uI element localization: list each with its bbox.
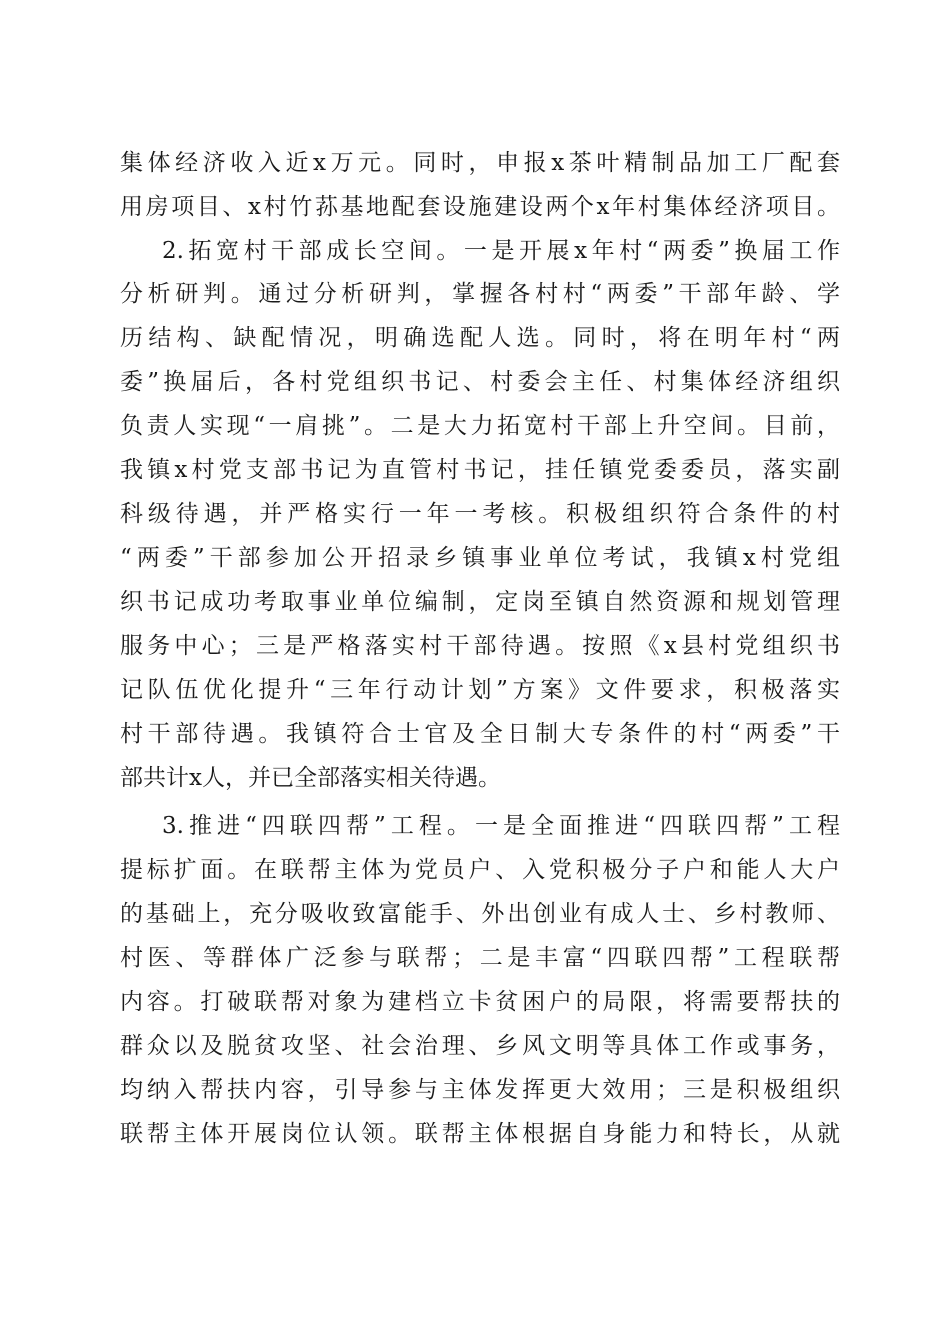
text-line-22: 均纳入帮扶内容，引导参与主体发挥更大效用；三是积极组织 (120, 1077, 840, 1103)
text-line-12: 服务中心；三是严格落实村干部待遇。按照《x县村党组织书 (120, 633, 840, 659)
text-line-1: 集体经济收入近x万元。同时，申报x茶叶精制品加工厂配套 (120, 150, 840, 176)
text-line-4: 分析研判。通过分析研判，掌握各村村“两委”干部年龄、学 (120, 281, 840, 307)
text-line-7: 负责人实现“一肩挑”。二是大力拓宽村干部上升空间。目前， (120, 413, 840, 439)
text-line-13: 记队伍优化提升“三年行动计划”方案》文件要求，积极落实 (120, 677, 840, 703)
text-line-17: 提标扩面。在联帮主体为党员户、入党积极分子户和能人大户 (120, 857, 840, 883)
text-line-5: 历结构、缺配情况，明确选配人选。同时，将在明年村“两 (120, 325, 840, 351)
text-line-21: 群众以及脱贫攻坚、社会治理、乡风文明等具体工作或事务， (120, 1033, 840, 1059)
text-line-9: 科级待遇，并严格实行一年一考核。积极组织符合条件的村 (120, 501, 840, 527)
text-line-10: “两委”干部参加公开招录乡镇事业单位考试，我镇x村党组 (120, 545, 840, 571)
text-line-19: 村医、等群体广泛参与联帮；二是丰富“四联四帮”工程联帮 (120, 945, 840, 971)
text-line-3: 2.拓宽村干部成长空间。一是开展x年村“两委”换届工作 (162, 238, 840, 264)
text-line-15: 部共计x人，并已全部落实相关待遇。 (120, 765, 501, 791)
text-line-23: 联帮主体开展岗位认领。联帮主体根据自身能力和特长，从就 (120, 1121, 840, 1147)
text-line-2: 用房项目、x村竹荪基地配套设施建设两个x年村集体经济项目。 (120, 194, 840, 220)
text-line-6: 委”换届后，各村党组织书记、村委会主任、村集体经济组织 (120, 369, 840, 395)
text-line-16: 3.推进“四联四帮”工程。一是全面推进“四联四帮”工程 (162, 813, 840, 839)
text-line-8: 我镇x村党支部书记为直管村书记，挂任镇党委委员，落实副 (120, 457, 840, 483)
text-line-14: 村干部待遇。我镇符合士官及全日制大专条件的村“两委”干 (120, 721, 840, 747)
text-line-11: 织书记成功考取事业单位编制，定岗至镇自然资源和规划管理 (120, 589, 840, 615)
text-line-18: 的基础上，充分吸收致富能手、外出创业有成人士、乡村教师、 (120, 901, 840, 927)
text-line-20: 内容。打破联帮对象为建档立卡贫困户的局限，将需要帮扶的 (120, 989, 840, 1015)
